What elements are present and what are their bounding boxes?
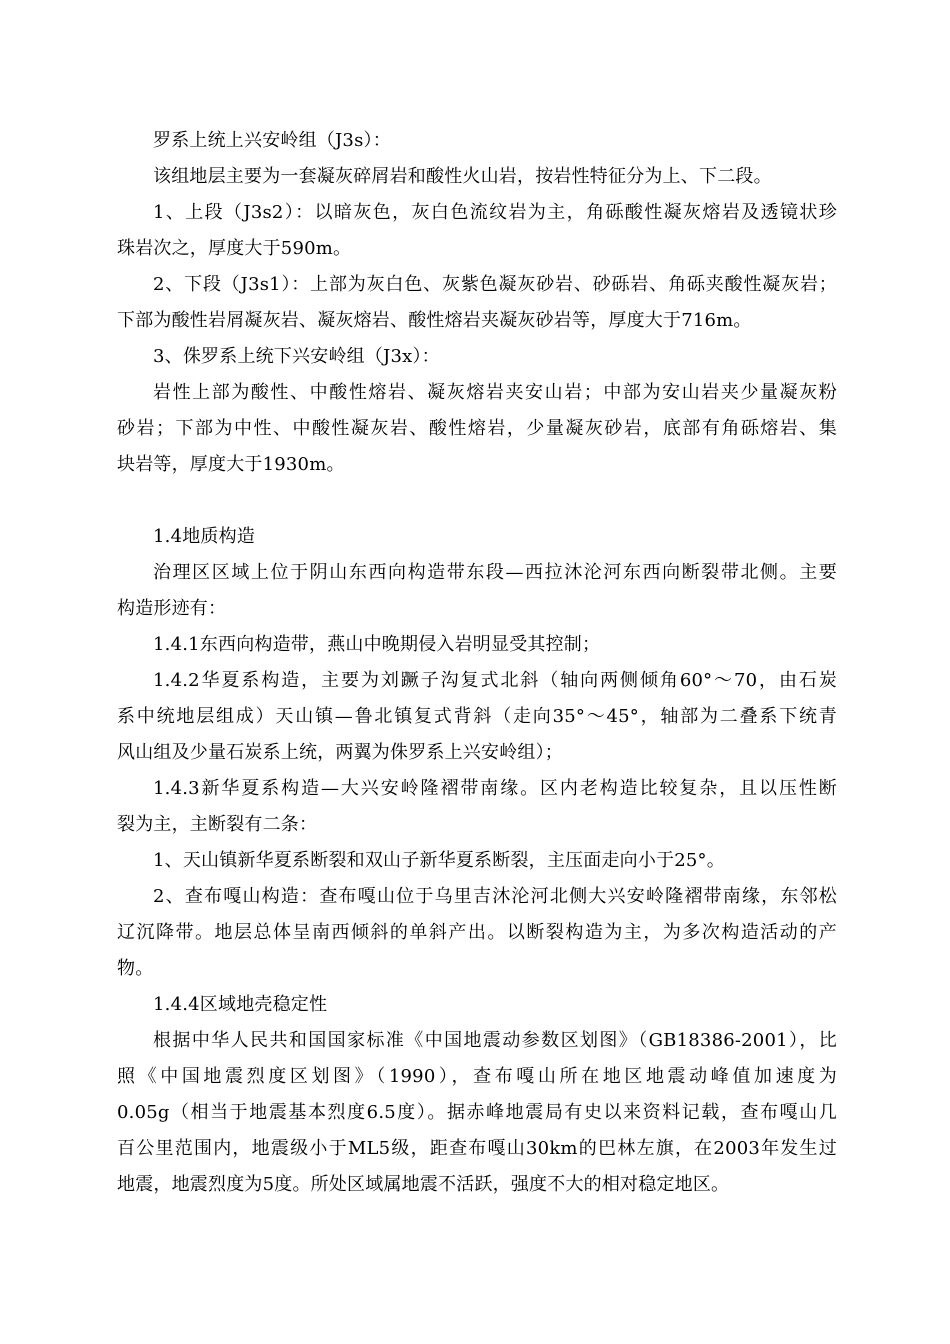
formation-j3x-line-3: 块岩等，厚度大于1930m。: [117, 454, 345, 475]
structure-item-2-line-2: 系中统地层组成）天山镇—鲁北镇复式背斜（走向35°～45°，轴部为二叠系下统青: [117, 706, 837, 727]
section-heading-crustal-stability: 1.4.4区域地壳稳定性: [153, 994, 328, 1015]
section-spacer: [117, 483, 837, 519]
fault-2-line-1: 2、查布嘎山构造：查布嘎山位于乌里吉沐沦河北侧大兴安岭隆褶带南缘，东邻松: [153, 886, 837, 907]
formation-j3x-line-2: 砂岩；下部为中性、中酸性凝灰岩、酸性熔岩，少量凝灰砂岩，底部有角砾熔岩、集: [117, 418, 837, 439]
stability-line-4: 百公里范围内，地震级小于ML5级，距查布嘎山30km的巴林左旗，在2003年发生过: [117, 1138, 837, 1159]
fault-2-line-2: 辽沉降带。地层总体呈南西倾斜的单斜产出。以断裂构造为主，为多次构造活动的产: [117, 922, 837, 943]
upper-member-line-2: 珠岩次之，厚度大于590m。: [117, 238, 352, 259]
stability-line-1: 根据中华人民共和国国家标准《中国地震动参数区划图》（GB18386-2001），比: [153, 1030, 837, 1051]
structure-intro-line-1: 治理区区域上位于阴山东西向构造带东段—西拉沐沦河东西向断裂带北侧。主要: [153, 562, 837, 583]
structure-item-2-line-1: 1.4.2华夏系构造，主要为刘蹶子沟复式北斜（轴向两侧倾角60°～70，由石炭: [153, 670, 837, 691]
structure-item-3-line-2: 裂为主，主断裂有二条：: [117, 814, 318, 835]
stability-line-5: 地震，地震烈度为5度。所处区域属地震不活跃，强度不大的相对稳定地区。: [117, 1174, 730, 1195]
lower-member-line-1: 2、下段（J3s1）：上部为灰白色、灰紫色凝灰砂岩、砂砾岩、角砾夹酸性凝灰岩；: [153, 274, 837, 295]
fault-2-line-3: 物。: [117, 958, 154, 979]
formation-j3s-heading: 罗系上统上兴安岭组（J3s）：: [153, 130, 391, 151]
structure-item-3-line-1: 1.4.3新华夏系构造—大兴安岭隆褶带南缘。区内老构造比较复杂，且以压性断: [153, 778, 837, 799]
section-heading-geological-structure: 1.4地质构造: [153, 526, 256, 547]
formation-j3x-line-1: 岩性上部为酸性、中酸性熔岩、凝灰熔岩夹安山岩；中部为安山岩夹少量凝灰粉: [153, 382, 837, 403]
lower-member-line-2: 下部为酸性岩屑凝灰岩、凝灰熔岩、酸性熔岩夹凝灰砂岩等，厚度大于716m。: [117, 310, 752, 331]
document-page: [117, 123, 837, 1203]
formation-j3s-intro: 该组地层主要为一套凝灰碎屑岩和酸性火山岩，按岩性特征分为上、下二段。: [153, 166, 772, 187]
fault-1: 1、天山镇新华夏系断裂和双山子新华夏系断裂，主压面走向小于25°。: [153, 850, 725, 871]
structure-intro-line-2: 构造形迹有：: [117, 598, 227, 619]
structure-item-1: 1.4.1东西向构造带，燕山中晚期侵入岩明显受其控制；: [153, 634, 601, 655]
structure-item-2-line-3: 风山组及少量石炭系上统，两翼为侏罗系上兴安岭组）；: [117, 742, 563, 763]
stability-line-2: 照《中国地震烈度区划图》（1990），查布嘎山所在地区地震动峰值加速度为: [117, 1066, 837, 1087]
formation-j3x-heading: 3、侏罗系上统下兴安岭组（J3x）：: [153, 346, 440, 367]
stability-line-3: 0.05g（相当于地震基本烈度6.5度）。据赤峰地震局有史以来资料记载，查布嘎山几: [117, 1102, 837, 1123]
upper-member-line-1: 1、上段（J3s2）：以暗灰色，灰白色流纹岩为主，角砾酸性凝灰熔岩及透镜状珍: [153, 202, 837, 223]
